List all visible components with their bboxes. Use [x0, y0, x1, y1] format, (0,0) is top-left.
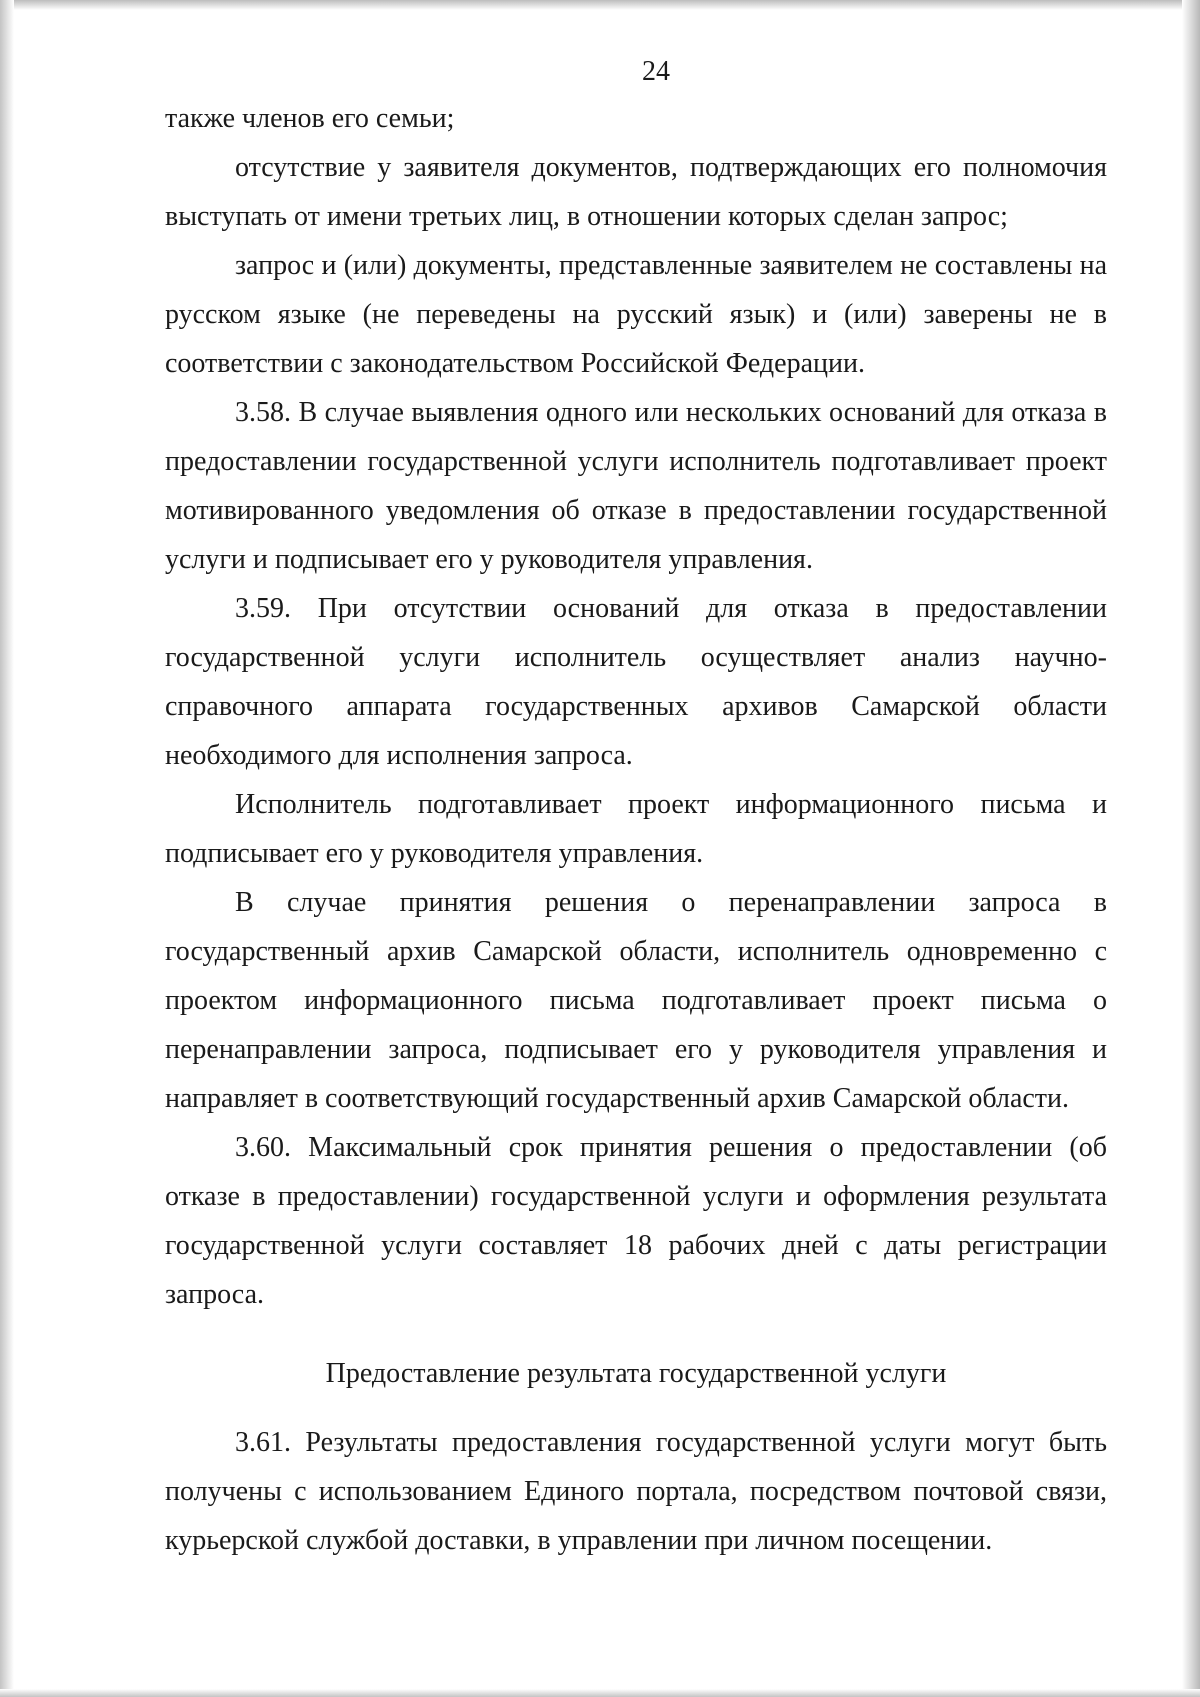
- page-number: 24: [642, 56, 670, 87]
- paragraph: запрос и (или) документы, представленные заявителем не составлены на русском языке (не переведены на русский язык) и (или) заверены не в соответствии с законодательством Российской Федерации.: [165, 250, 1107, 379]
- paragraphs-bottom: [165, 1418, 1107, 1565]
- scan-edge-bottom: [0, 1689, 1200, 1697]
- paragraph: 3.59. При отсутствии оснований для отказа в предоставлении государственной услуги исполнитель осуществляет анализ научно-справочного аппарата государственных архивов Самарской области необходимого для исполнения запроса.: [165, 593, 1107, 771]
- paragraph: Исполнитель подготавливает проект информационного письма и подписывает его у руководителя управления.: [165, 789, 1107, 869]
- scan-edge-top: [0, 0, 1200, 10]
- scan-edge-left: [0, 0, 14, 1697]
- paragraph: В случае принятия решения о перенаправлении запроса в государственный архив Самарской области, исполнитель одновременно с проектом информационного письма подготавливает проект письма о перенаправлении запроса, подписывает его у руководителя управления и направляет в соответствующий государственный архив Самарской области.: [165, 887, 1107, 1114]
- paragraph: отсутствие у заявителя документов, подтверждающих его полномочия выступать от имени третьих лиц, в отношении которых сделан запрос;: [165, 152, 1107, 232]
- paragraph: 3.61. Результаты предоставления государственной услуги могут быть получены с использованием Единого портала, посредством почтовой связи, курьерской службой доставки, в управлении при личном посещении.: [165, 1427, 1107, 1556]
- paragraph: 3.58. В случае выявления одного или нескольких оснований для отказа в предоставлении государственной услуги исполнитель подготавливает проект мотивированного уведомления об отказе в предоставлении государственной услуги и подписывает его у руководителя управления.: [165, 397, 1107, 575]
- document-page: [165, 50, 1107, 1565]
- scan-edge-right: [1182, 0, 1200, 1697]
- paragraph: также членов его семьи;: [165, 103, 455, 134]
- paragraphs-top: [165, 94, 1107, 1319]
- section-heading: Предоставление результата государственной услуги: [325, 1358, 947, 1389]
- paragraph: 3.60. Максимальный срок принятия решения о предоставлении (об отказе в предоставлении) государственной услуги и оформления результата государственной услуги составляет 18 рабочих дней с даты регистрации запроса.: [165, 1132, 1107, 1310]
